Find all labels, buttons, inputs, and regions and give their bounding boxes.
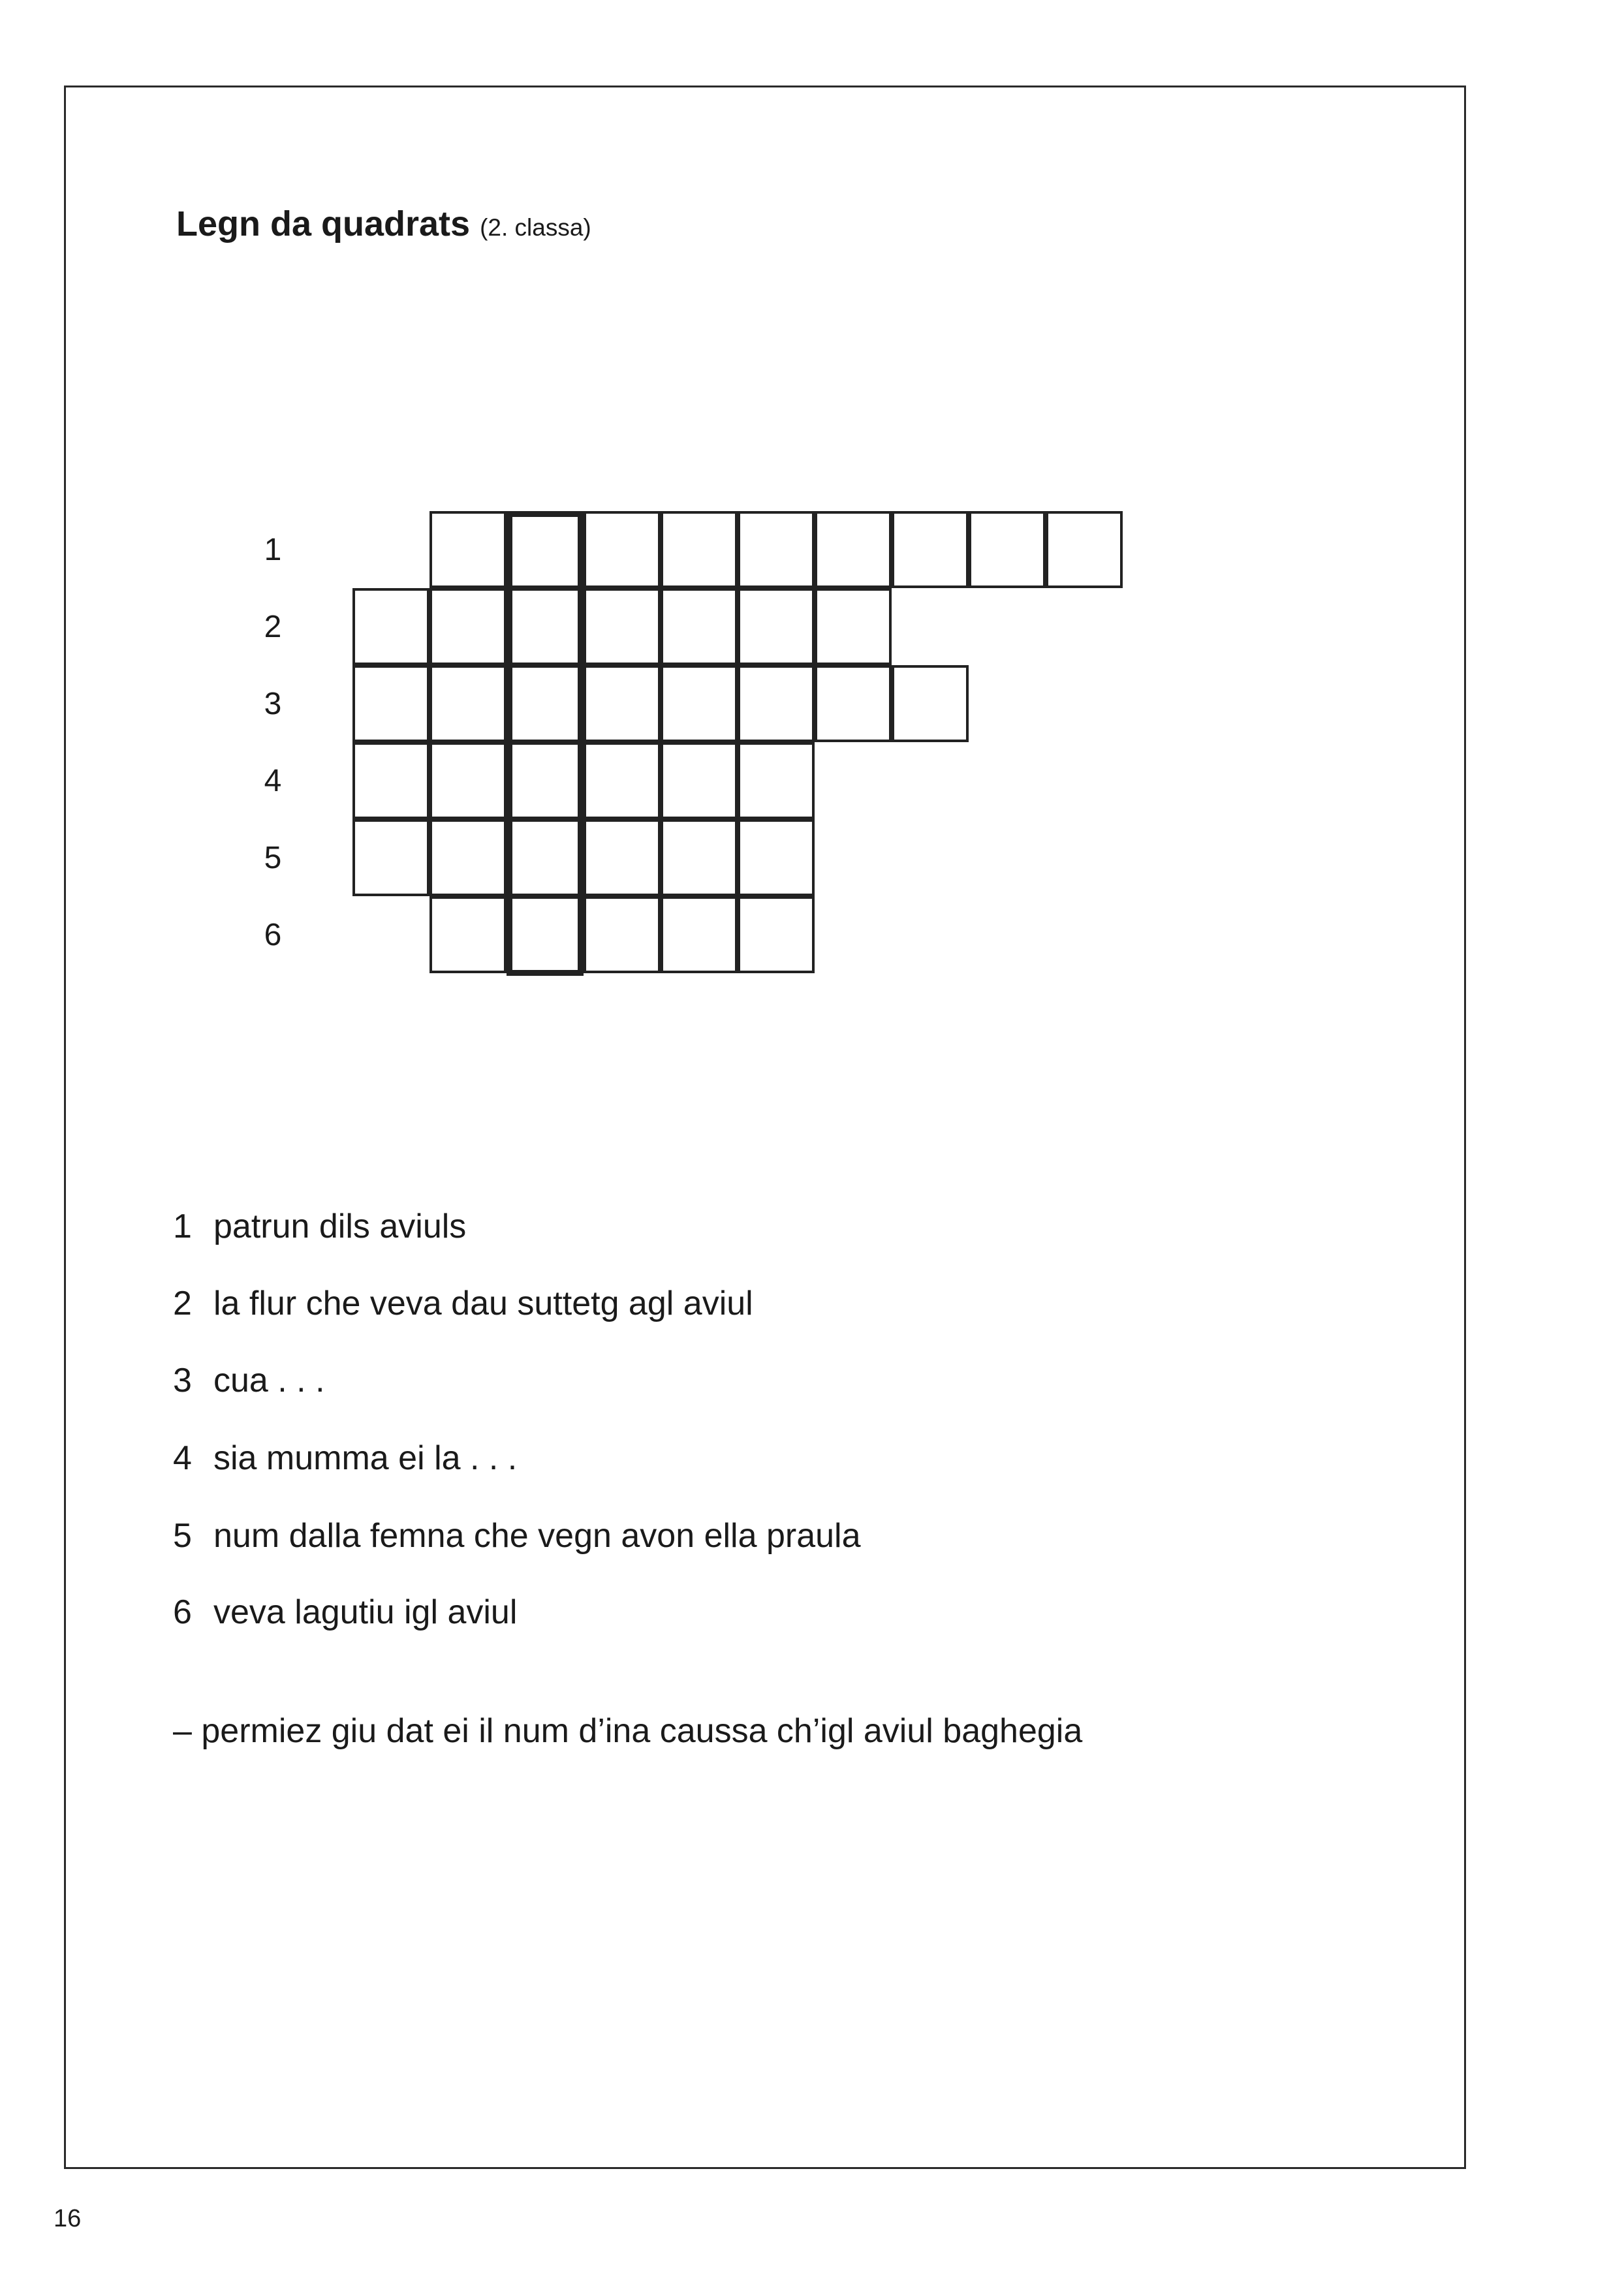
grid-cell[interactable]	[892, 511, 969, 588]
grid-cell[interactable]	[815, 511, 892, 588]
clue-text: sia mumma ei la . . .	[213, 1439, 518, 1477]
grid-cell[interactable]	[584, 896, 661, 973]
clue-number: 3	[173, 1362, 192, 1399]
row-number: 2	[264, 610, 282, 644]
grid-cell[interactable]	[661, 742, 738, 819]
grid-cell[interactable]	[815, 588, 892, 665]
grid-cell[interactable]	[738, 896, 815, 973]
page-title	[176, 204, 591, 244]
page-number: 16	[54, 2205, 82, 2232]
grid-cell[interactable]	[584, 819, 661, 896]
grid-cell[interactable]	[1046, 511, 1123, 588]
grid-cell[interactable]	[738, 511, 815, 588]
grid-cell[interactable]	[429, 588, 507, 665]
clue-item	[173, 1364, 325, 1397]
grid-cell[interactable]	[507, 896, 584, 973]
grid-cell[interactable]	[738, 588, 815, 665]
clue-text: patrun dils aviuls	[213, 1208, 467, 1245]
grid-cell[interactable]	[584, 742, 661, 819]
grid-cell[interactable]	[969, 511, 1046, 588]
clue-number: 5	[173, 1517, 192, 1555]
grid-cell[interactable]	[661, 665, 738, 742]
grid-cell[interactable]	[429, 665, 507, 742]
clue-number: 4	[173, 1439, 192, 1477]
grid-cell[interactable]	[429, 819, 507, 896]
clue-item	[173, 1441, 517, 1475]
grid-cell[interactable]	[429, 896, 507, 973]
grid-cell[interactable]	[661, 896, 738, 973]
grid-cell[interactable]	[507, 588, 584, 665]
clue-number: 6	[173, 1593, 192, 1631]
clue-number: 1	[173, 1208, 192, 1245]
grid-cell[interactable]	[738, 819, 815, 896]
grid-cell[interactable]	[429, 742, 507, 819]
grid-cell[interactable]	[352, 819, 429, 896]
grid-cell[interactable]	[584, 588, 661, 665]
grid-cell[interactable]	[352, 665, 429, 742]
grid-cell[interactable]	[507, 511, 584, 588]
grid-cell[interactable]	[507, 742, 584, 819]
grid-cell[interactable]	[584, 665, 661, 742]
grid-cell[interactable]	[738, 742, 815, 819]
row-number: 4	[264, 764, 282, 798]
clue-text: cua . . .	[213, 1362, 325, 1399]
grid-cell[interactable]	[352, 742, 429, 819]
grid-cell[interactable]	[661, 588, 738, 665]
clue-text: veva lagutiu igl aviul	[213, 1593, 518, 1631]
grid-cell[interactable]	[892, 665, 969, 742]
grid-cell[interactable]	[661, 819, 738, 896]
row-number: 3	[264, 687, 282, 721]
clue-text: la flur che veva dau suttetg agl aviul	[213, 1285, 753, 1322]
grid-cell[interactable]	[815, 665, 892, 742]
page-frame	[64, 86, 1466, 2169]
grid-cell[interactable]	[429, 511, 507, 588]
grid-cell[interactable]	[352, 588, 429, 665]
grid-cell[interactable]	[661, 511, 738, 588]
grid-cell[interactable]	[738, 665, 815, 742]
clue-text: num dalla femna che vegn avon ella praula	[213, 1517, 861, 1555]
clue-number: 2	[173, 1285, 192, 1322]
row-number: 5	[264, 841, 282, 875]
grid-cell[interactable]	[507, 819, 584, 896]
title-subtitle: (2. classa)	[480, 214, 591, 241]
clue-item	[173, 1595, 517, 1629]
clue-item	[173, 1519, 861, 1553]
grid-cell[interactable]	[507, 665, 584, 742]
clue-item	[173, 1210, 466, 1243]
row-number: 6	[264, 918, 282, 952]
row-number: 1	[264, 533, 282, 567]
grid-cell[interactable]	[584, 511, 661, 588]
clue-item	[173, 1287, 753, 1320]
extra-clue: – permiez giu dat ei il num d’ina caussa ch’igl aviul baghegia	[173, 1712, 1083, 1750]
title-main: Legn da quadrats	[176, 204, 471, 243]
